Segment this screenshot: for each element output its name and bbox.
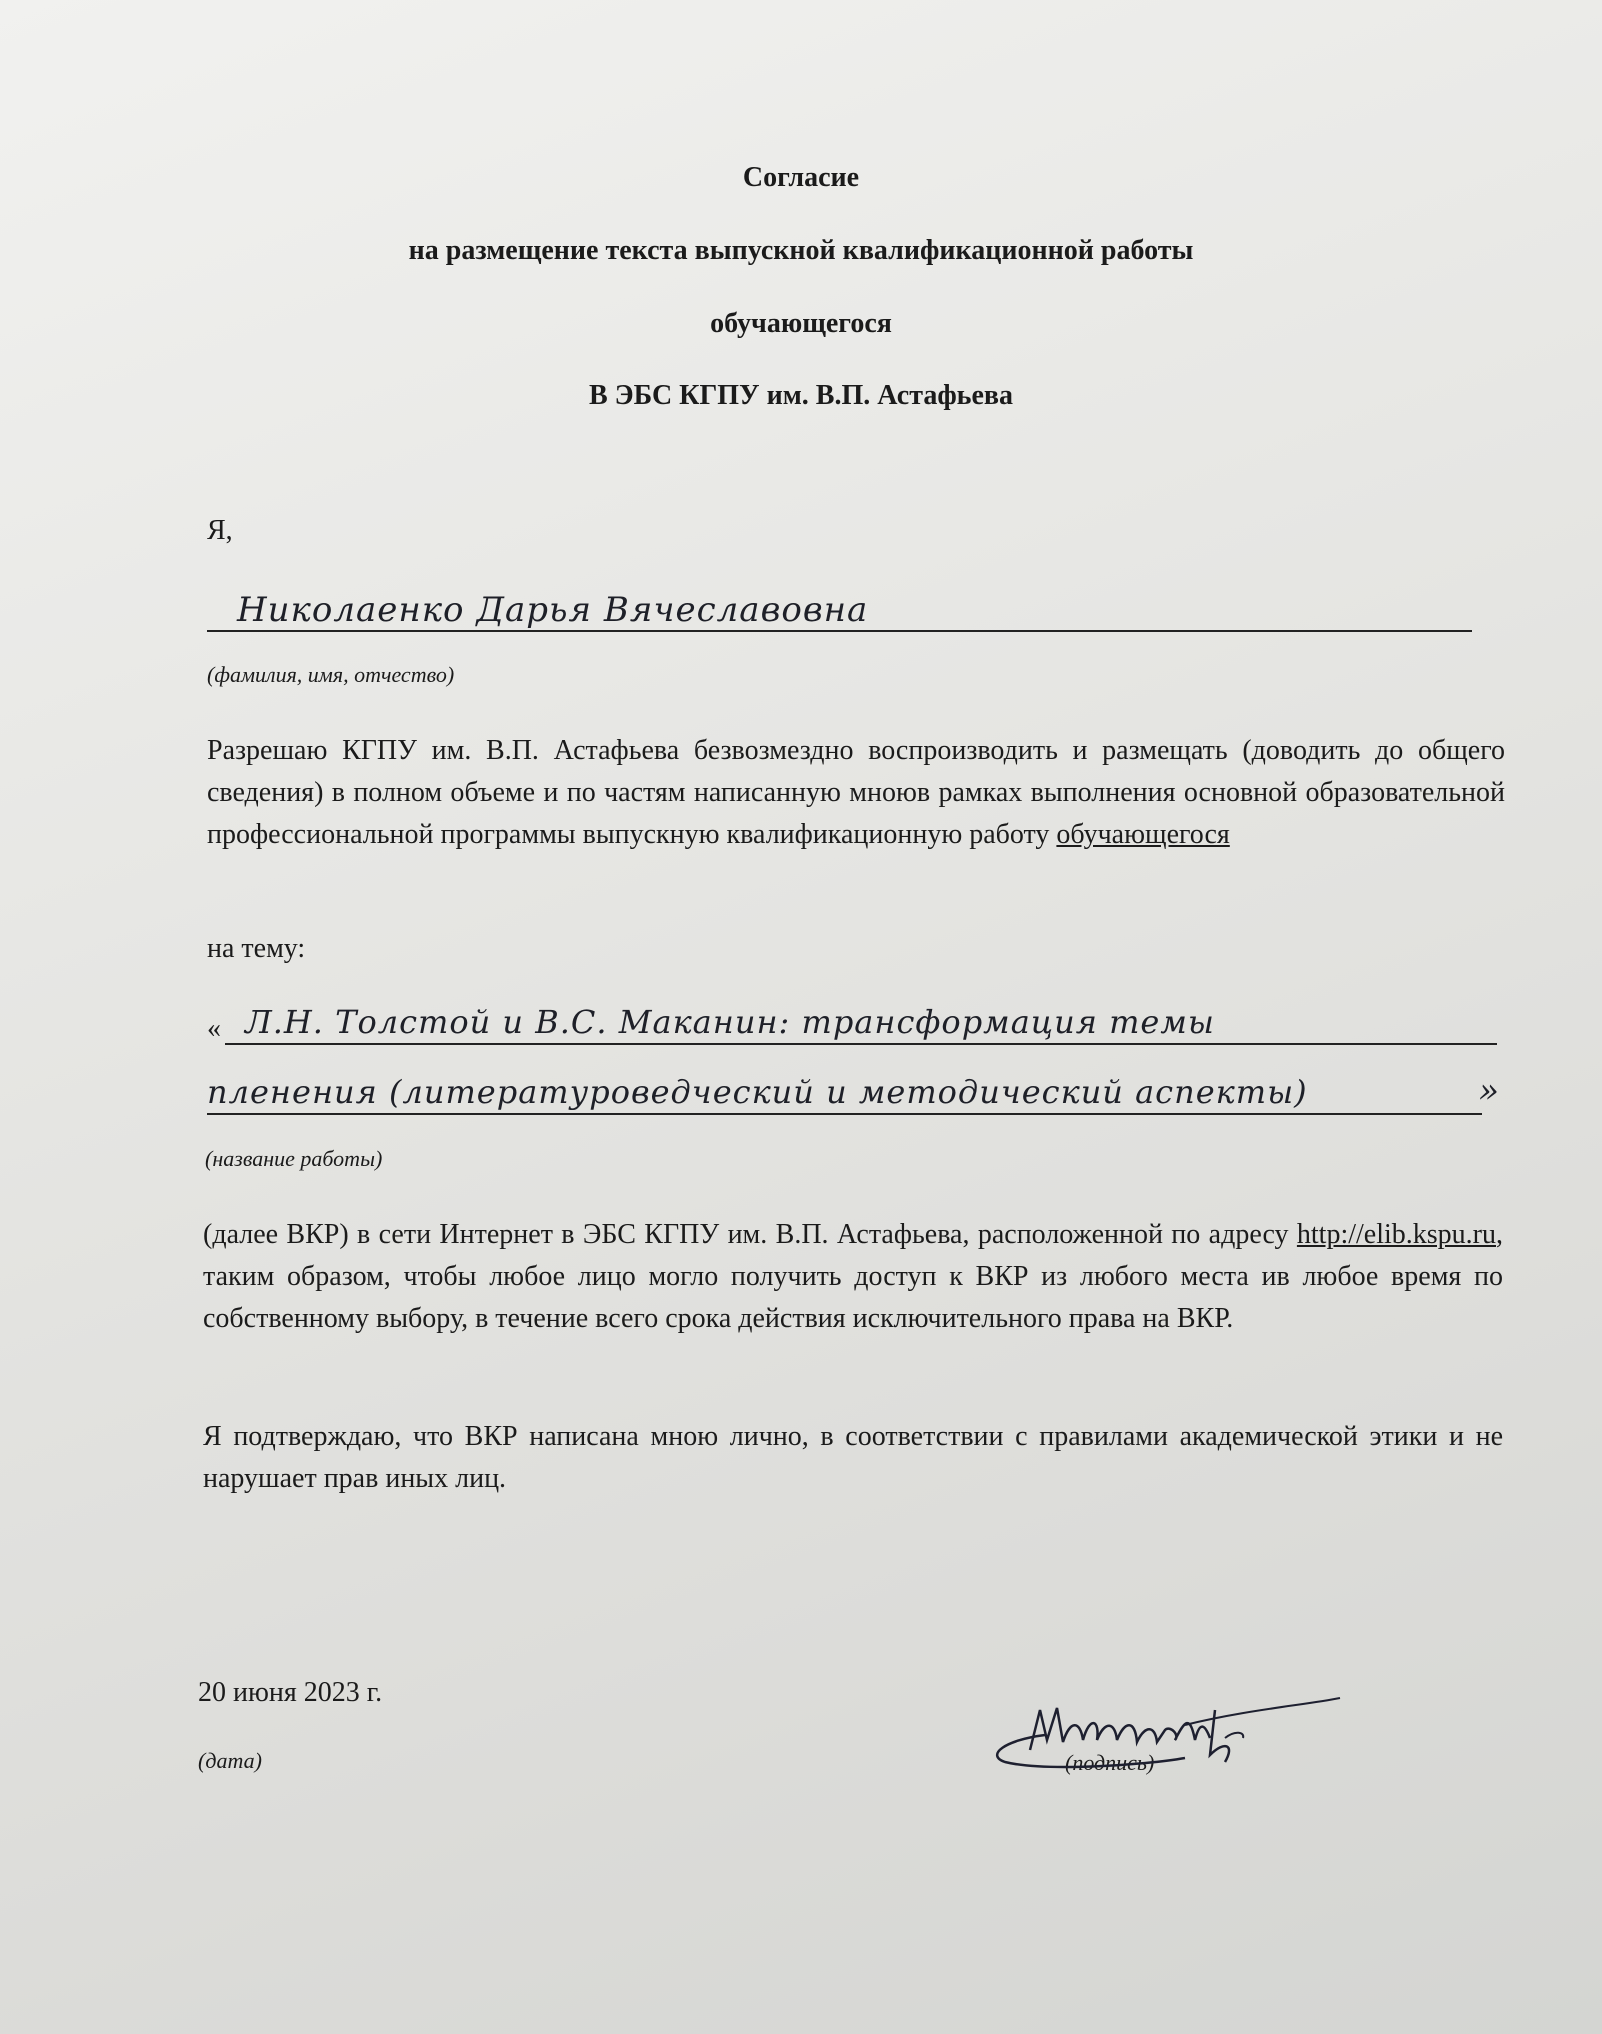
date-value: 20 июня 2023 г. [198, 1677, 383, 1708]
permission-paragraph [207, 730, 1505, 856]
topic-label: на тему: [207, 933, 306, 964]
publication-paragraph [203, 1214, 1503, 1340]
permission-underlined: обучающегося [1056, 819, 1230, 850]
permission-text: Разрешаю КГПУ им. В.П. Астафьева безвозмездно воспроизводить и размещать (доводить до общего сведения) в полном объеме и по частям написанную мноюв рамках выполнения основной образовательной профессиональной программы выпускную квалификационную работу [207, 735, 1505, 850]
handwritten-topic-1: Л.Н. Толстой и В.С. Маканин: трансформация темы [245, 1003, 1215, 1041]
publication-suffix: , таким образом, чтобы любое лицо могло получить доступ к ВКР из любого места ив любое время по собственному выбору, в течение всего срока действия исключительного права на ВКР. [203, 1219, 1504, 1334]
signature-image [985, 1680, 1345, 1780]
topic-line-1 [207, 1000, 1497, 1045]
handwritten-name: Николаенко Дарья Вячеславовна [237, 590, 869, 630]
publication-prefix: (далее ВКР) в сети Интернет в ЭБС КГПУ им. В.П. Астафьева, расположенной по адресу [203, 1219, 1289, 1250]
document-subtitle-3: В ЭБС КГПУ им. В.П. Астафьева [588, 380, 1014, 411]
elib-link[interactable]: http://elib.kspu.ru [1296, 1219, 1497, 1250]
document-title: Согласие [742, 162, 860, 193]
handwritten-topic-2: пленения (литературоведческий и методический аспекты) [207, 1073, 1308, 1111]
name-caption: (фамилия, имя, отчество) [207, 662, 455, 687]
name-field [207, 580, 1472, 632]
document-subtitle: на размещение текста выпускной квалификационной работы [408, 235, 1194, 266]
confirmation-paragraph: Я подтверждаю, что ВКР написана мною лично, в соответствии с правилами академической этики и не нарушает прав иных лиц. [203, 1421, 1503, 1494]
close-quote: » [1478, 1071, 1500, 1111]
date-caption: (дата) [198, 1748, 262, 1773]
open-quote: « [207, 1013, 221, 1044]
document-subtitle-2: обучающегося [710, 308, 892, 339]
topic-caption: (название работы) [205, 1146, 383, 1171]
topic-line-2 [207, 1068, 1500, 1115]
signature-caption: (подпись) [1065, 1750, 1155, 1775]
intro-text: Я, [207, 515, 233, 546]
